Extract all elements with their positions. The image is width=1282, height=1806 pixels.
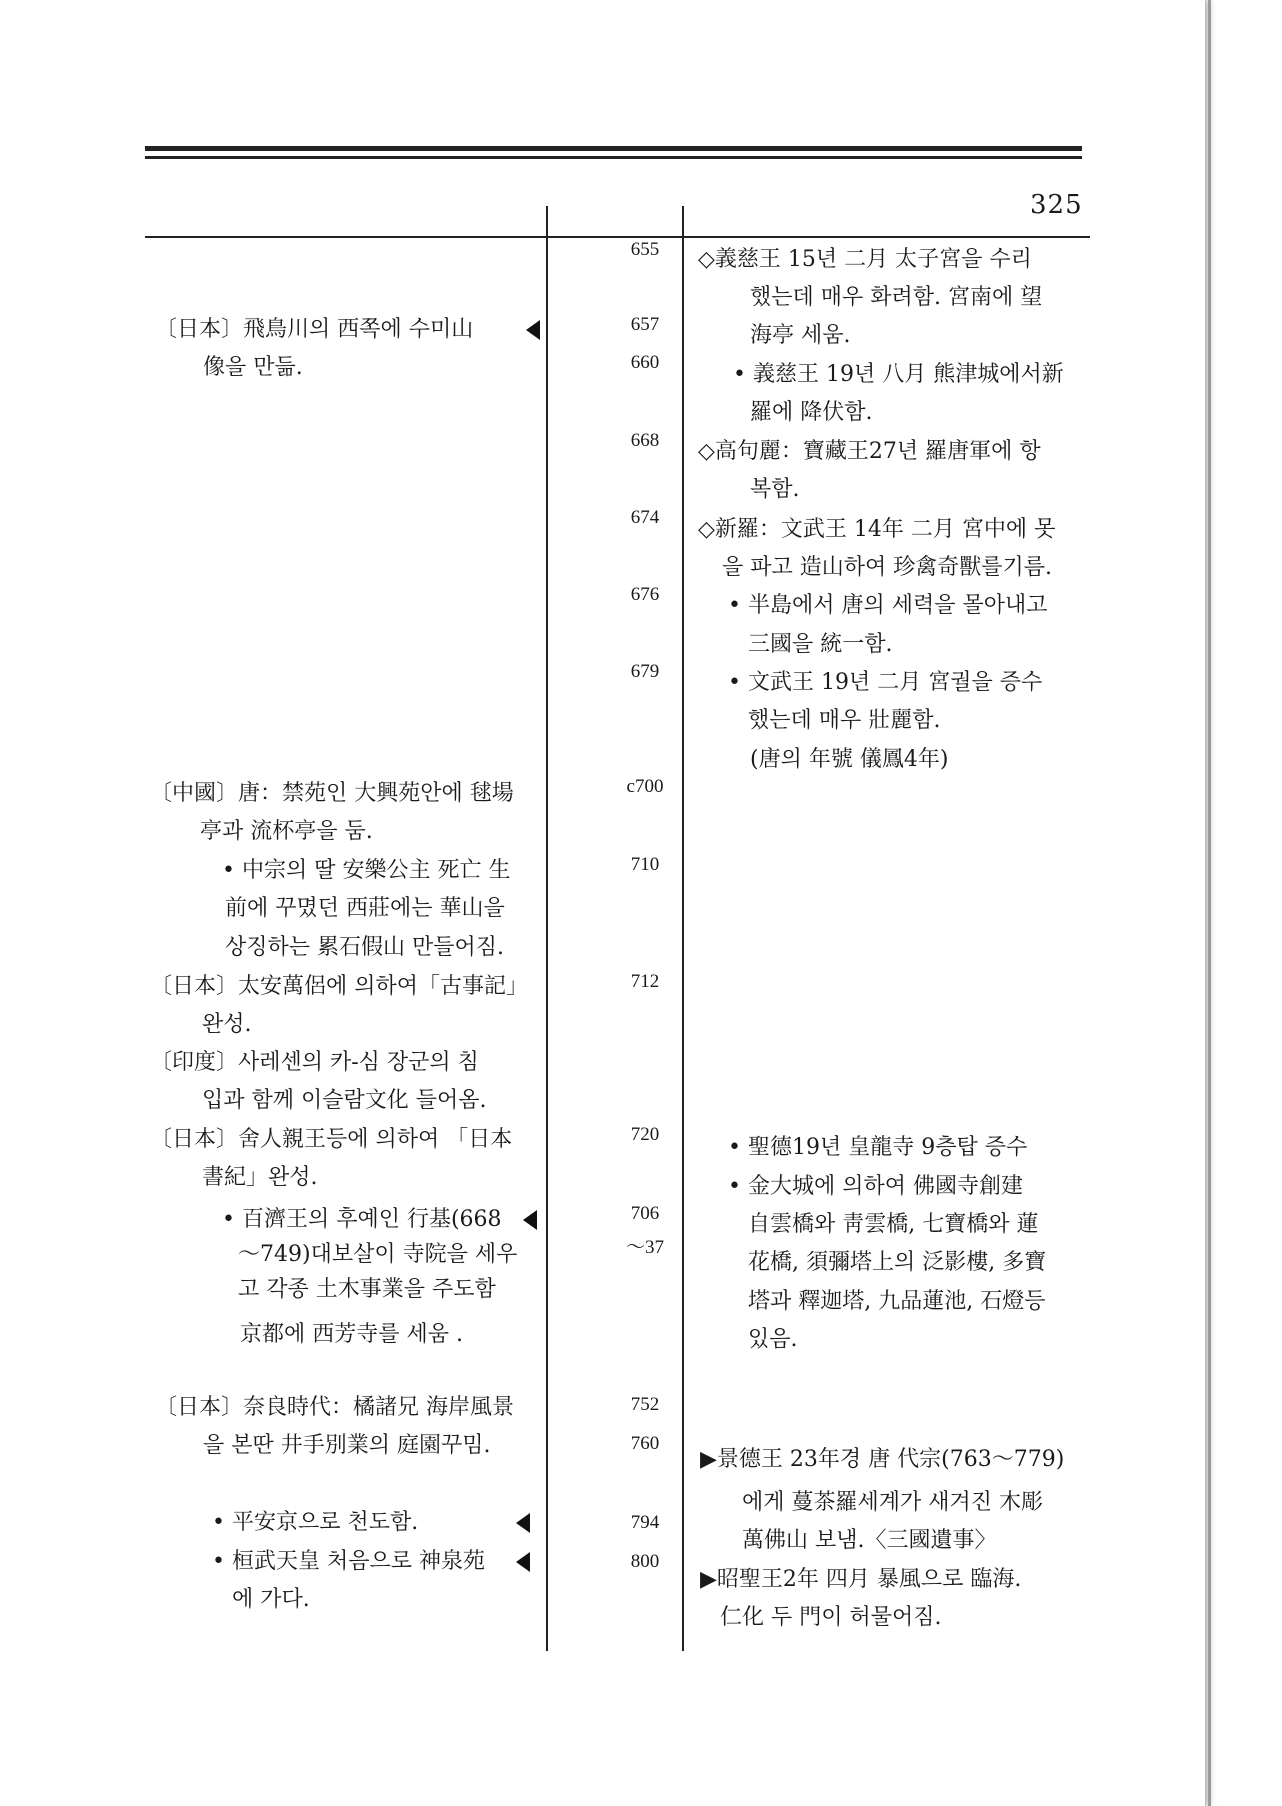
right-entry-line: • 金大城에 의하여 佛國寺創建 — [728, 1174, 1023, 1199]
left-entry-line: 京都에 西芳寺를 세움 . — [240, 1322, 463, 1347]
left-entry-line: 像을 만듦. — [203, 355, 303, 380]
right-entry-line: (唐의 年號 儀鳳4年) — [750, 747, 949, 772]
year-label: c700 — [626, 776, 664, 797]
page-edge — [1208, 0, 1211, 1806]
year-label: 760 — [630, 1433, 660, 1454]
right-entry-line: ◇新羅：文武王 14年 二月 宮中에 못 — [698, 517, 1056, 542]
year-label: 794 — [630, 1512, 660, 1533]
right-entry-line: 自雲橋와 靑雲橋, 七寶橋와 蓮 — [748, 1212, 1039, 1237]
page-number: 325 — [1030, 190, 1083, 220]
left-entry-line: 완성. — [202, 1012, 252, 1037]
year-label: 674 — [630, 507, 660, 528]
right-entry-line: 仁化 두 門이 허물어짐. — [720, 1605, 942, 1630]
right-entry-line: 花橋, 須彌塔上의 泛影樓, 多寶 — [748, 1250, 1047, 1275]
left-entry-line: 〔日本〕飛鳥川의 西쪽에 수미山 — [155, 317, 474, 342]
year-label: 712 — [630, 971, 660, 992]
left-entry-line: 〔印度〕사레센의 카-심 장군의 침 — [150, 1050, 479, 1075]
year-label: 679 — [630, 661, 660, 682]
left-pointer-icon — [523, 1210, 537, 1230]
right-entry-line: 했는데 매우 화려함. 宮南에 望 — [750, 285, 1043, 310]
left-entry-line: 書紀」완성. — [202, 1165, 318, 1190]
left-entry-line: 亭과 流杯亭을 둠. — [200, 819, 373, 844]
right-entry-line: • 半島에서 唐의 세력을 몰아내고 — [728, 593, 1048, 618]
header-rule-bottom — [145, 156, 1082, 159]
right-entry-line: 萬佛山 보냄.〈三國遺事〉 — [742, 1528, 997, 1553]
year-label: 752 — [630, 1394, 660, 1415]
year-label: 800 — [630, 1551, 660, 1572]
left-entry-line: 〔日本〕奈良時代：橘諸兄 海岸風景 — [155, 1395, 514, 1420]
year-label: 660 — [630, 352, 660, 373]
left-entry-line: ～749)대보살이 寺院을 세우 — [238, 1242, 518, 1267]
right-entry-line: ▶景德王 23年경 唐 代宗(763～779) — [700, 1447, 1065, 1472]
right-entry-line: 했는데 매우 壯麗함. — [748, 708, 941, 733]
left-entry-line: 前에 꾸몄던 西莊에는 華山을 — [225, 896, 505, 921]
left-entry-line: 〔中國〕唐：禁苑인 大興苑안에 毬場 — [150, 781, 514, 806]
right-entry-line: 을 파고 造山하여 珍禽奇獸를기름. — [722, 555, 1052, 580]
left-entry-line: • 桓武天皇 처음으로 神泉苑 — [212, 1549, 485, 1574]
left-pointer-icon — [526, 320, 540, 340]
left-entry-line: 〔日本〕舍人親王등에 의하여 「日本 — [150, 1127, 513, 1152]
right-entry-line: 있음. — [748, 1327, 798, 1352]
left-entry-line: 고 각종 土木事業을 주도함 — [238, 1277, 496, 1302]
left-pointer-icon — [516, 1513, 530, 1533]
left-entry-line: 에 가다. — [232, 1587, 310, 1612]
year-label: 706 — [630, 1203, 660, 1224]
year-label: 676 — [630, 584, 660, 605]
year-label: 720 — [630, 1124, 660, 1145]
right-entry-line: • 聖德19년 皇龍寺 9층탑 증수 — [728, 1135, 1028, 1160]
right-entry-line: 복함. — [750, 477, 800, 502]
left-entry-line: • 百濟王의 후예인 行基(668 — [222, 1207, 502, 1232]
right-entry-line: 海亭 세움. — [750, 323, 851, 348]
header-rule-top — [145, 146, 1082, 151]
left-entry-line: 〔日本〕太安萬侶에 의하여「古事記」 — [150, 974, 529, 999]
left-pointer-icon — [516, 1552, 530, 1572]
left-entry-line: 상징하는 累石假山 만들어짐. — [225, 935, 504, 960]
right-entry-line: 羅에 降伏함. — [750, 400, 873, 425]
year-label: 668 — [630, 430, 660, 451]
left-entry-line: 입과 함께 이슬람文化 들어옴. — [202, 1088, 487, 1113]
right-entry-line: 에게 蔓茶羅세계가 새겨진 木彫 — [742, 1490, 1043, 1515]
right-entry-line: ▶昭聖王2年 四月 暴風으로 臨海. — [700, 1567, 1022, 1592]
left-entry-line: 을 본딴 井手別業의 庭園꾸밈. — [203, 1433, 491, 1458]
right-entry-line: 三國을 統一함. — [748, 632, 893, 657]
column-divider-left — [546, 206, 548, 1651]
right-entry-line: • 文武王 19년 二月 宮궐을 증수 — [728, 670, 1043, 695]
year-label: 655 — [630, 239, 660, 260]
year-label: 657 — [630, 314, 660, 335]
right-entry-line: ◇義慈王 15년 二月 太子宮을 수리 — [698, 247, 1032, 272]
left-entry-line: • 平安京으로 천도함. — [212, 1510, 419, 1535]
right-entry-line: 塔과 釋迦塔, 九品蓮池, 石燈등 — [748, 1289, 1046, 1314]
right-entry-line: ◇高句麗：寶藏王27년 羅唐軍에 항 — [698, 439, 1041, 464]
year-label: 710 — [630, 854, 660, 875]
right-entry-line: • 義慈王 19년 八月 熊津城에서新 — [733, 362, 1064, 387]
year-label: ～37 — [625, 1237, 664, 1258]
left-entry-line: • 中宗의 딸 安樂公主 死亡 生 — [222, 858, 511, 883]
